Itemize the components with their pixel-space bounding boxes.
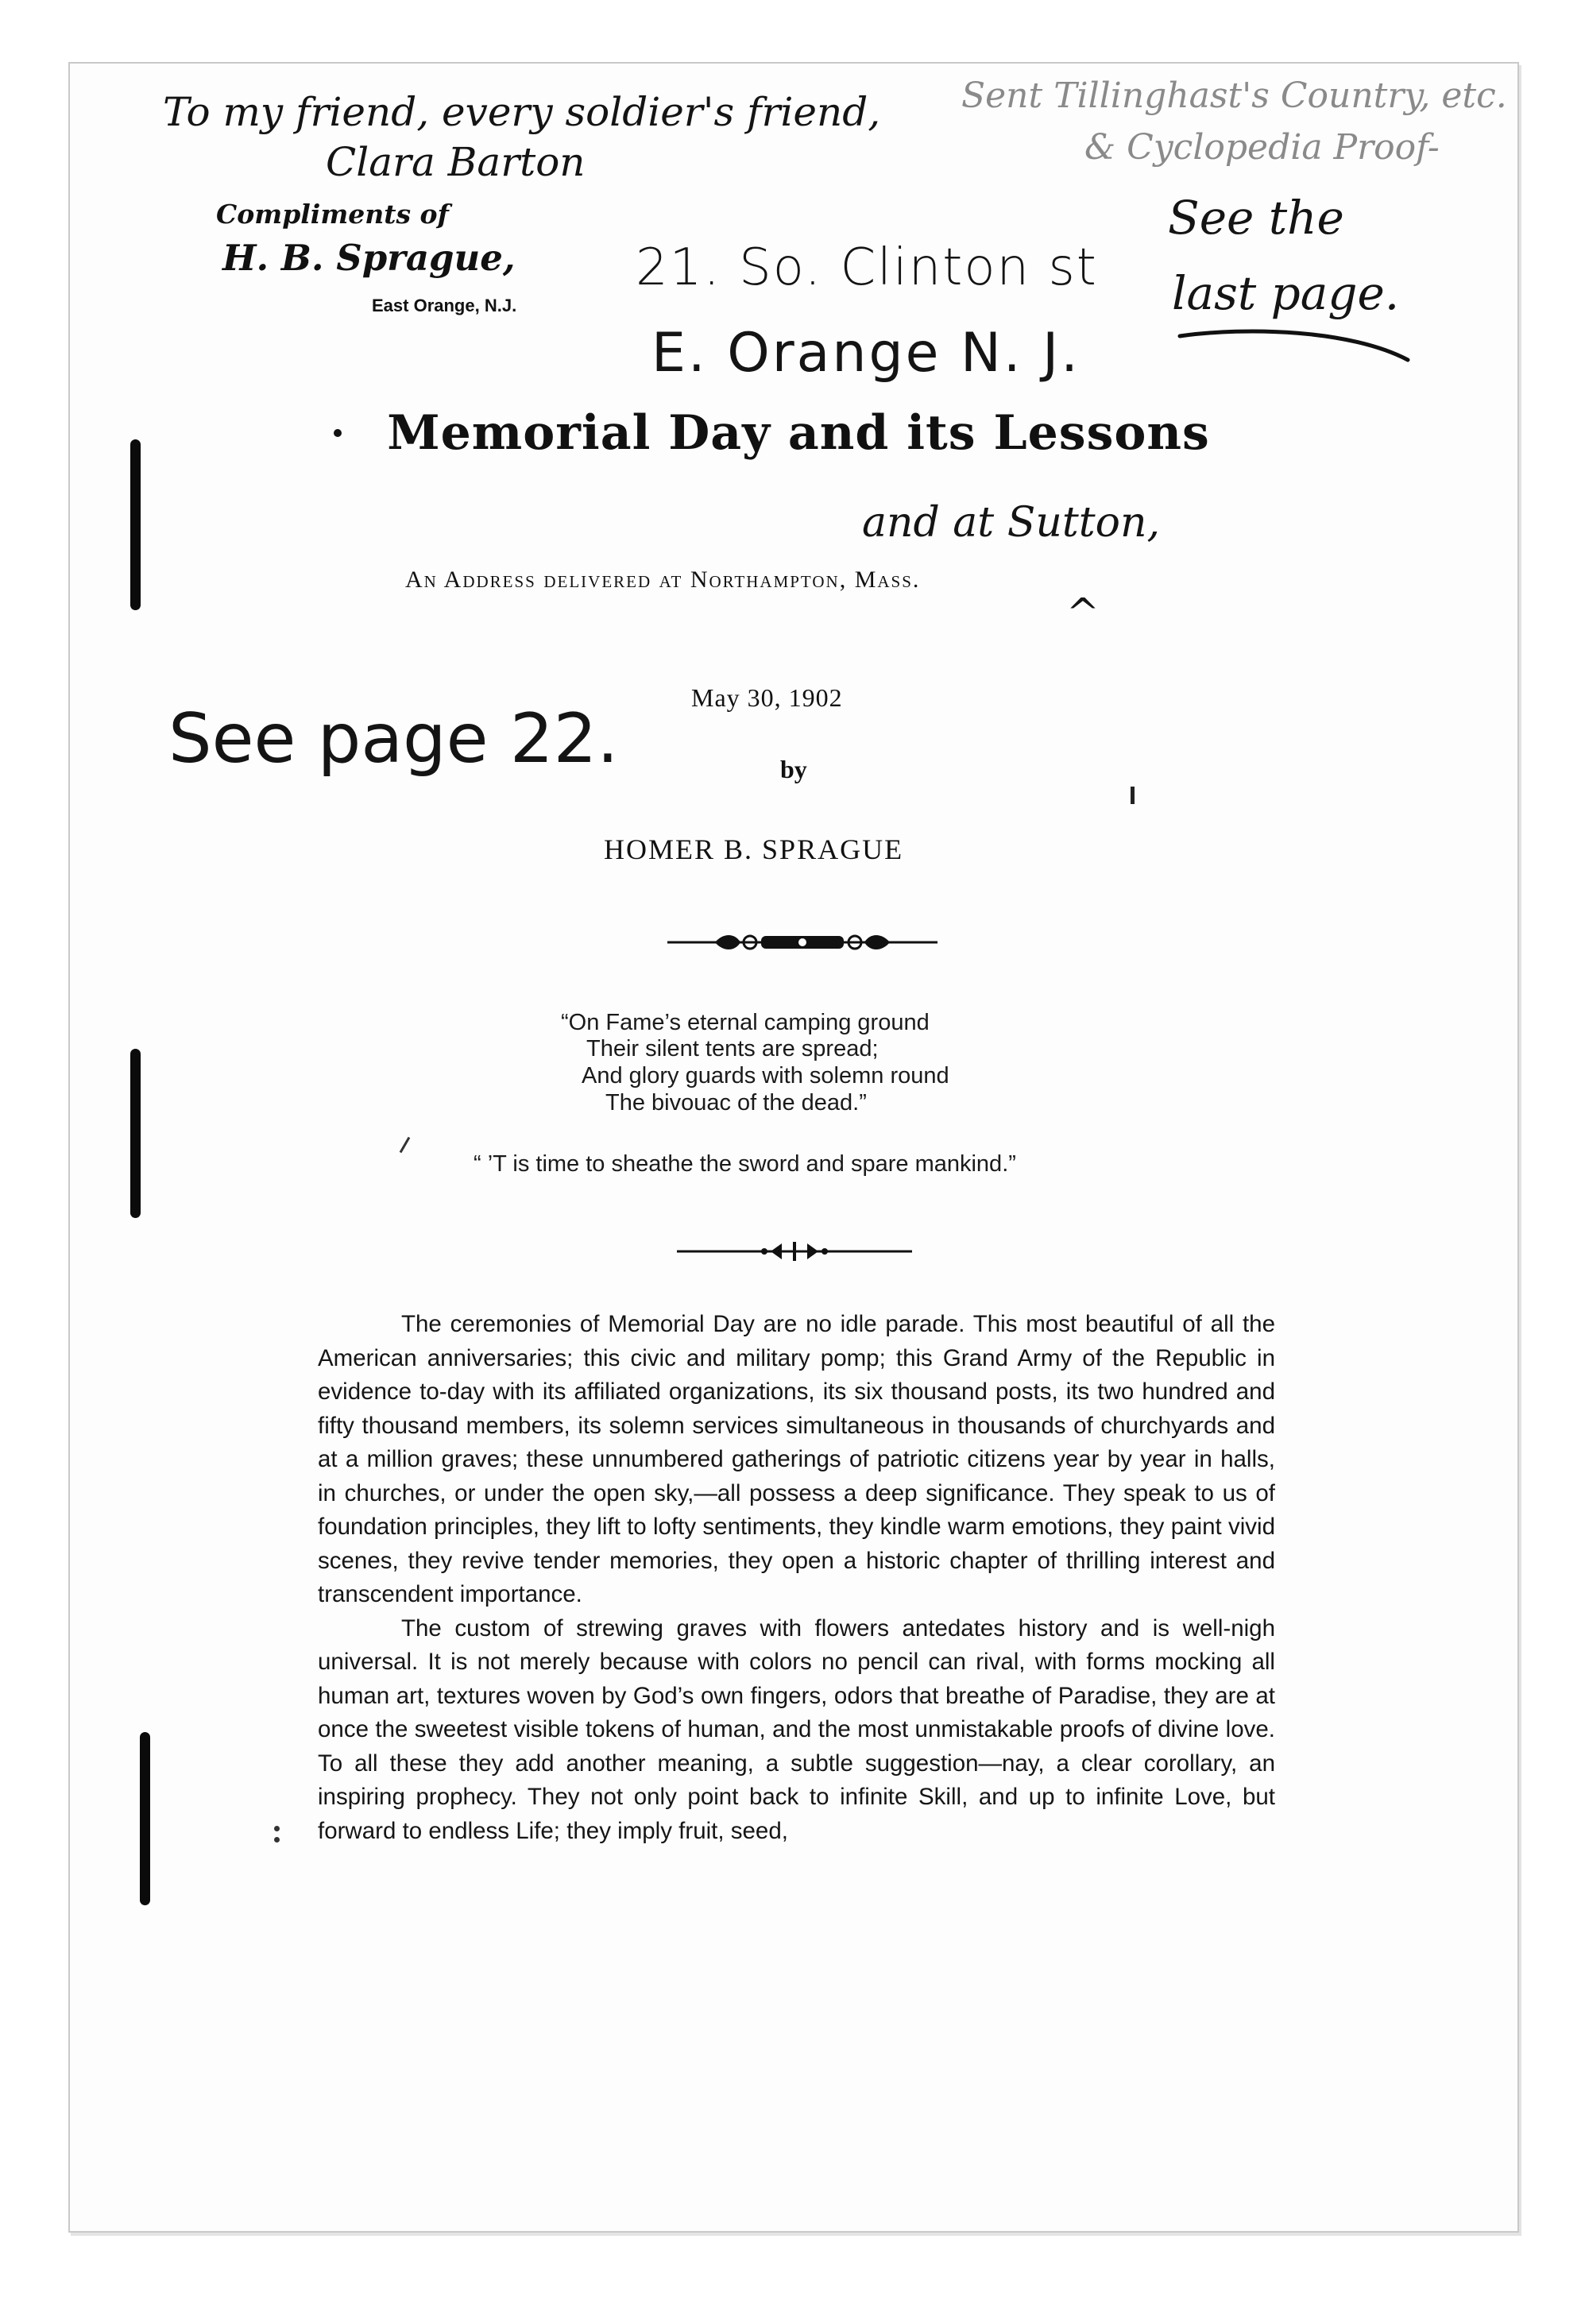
stray-dot (274, 1826, 280, 1831)
title-dot (334, 429, 342, 437)
body-paragraph-2: The custom of strewing graves with flowers antedates history and is well-nigh universal. It is not merely because with colors no pencil can rival, with forms mocking all human art, textures woven by God’s own fingers, odors that breathe of Paradise, they are at once the sweetest visible tokens of human, and the most unmistakable proofs of divine love. To all these they add another meaning, a subtle suggestion—nay, a clear corollary, an inspiring prophecy. They not only point back to infinite Skill, and up to infinite Love, but forward to endless Life; they imply fruit, seed, (318, 1614, 1275, 1844)
by-label: by (780, 755, 807, 783)
ornamental-divider-bottom (677, 1239, 912, 1263)
handwritten-last-page: last page. (1172, 266, 1400, 320)
handwritten-address-line1: 21. So. Clinton st (636, 238, 1098, 297)
handwritten-underline (1176, 322, 1414, 369)
handwritten-see-page: See page 22. (168, 699, 619, 779)
handwritten-see-the: See the (1168, 191, 1344, 245)
epigraph-quote: “ ’T is time to sheathe the sword and spare mankind.” (474, 1151, 1016, 1177)
handwritten-address-line2: E. Orange N. J. (651, 322, 1081, 385)
handwritten-caret: ^ (1066, 590, 1100, 636)
address-date: May 30, 1902 (691, 683, 843, 712)
handwritten-dedication-signature: Clara Barton (326, 139, 586, 185)
poem-line-4: The bivouac of the dead.” (605, 1090, 867, 1116)
ornamental-divider-top (667, 928, 937, 957)
handwritten-insertion: and at Sutton, (862, 499, 1160, 547)
pencil-note-line1: Sent Tillinghast's Country, etc. (961, 75, 1507, 116)
stray-mark (1131, 787, 1135, 804)
document-title: Memorial Day and its Lessons (387, 405, 1210, 461)
poem-line-3: And glory guards with solemn round (582, 1063, 949, 1089)
document-subtitle: An Address delivered at Northampton, Mass. (405, 566, 921, 593)
poem-line-2: Their silent tents are spread; (586, 1036, 879, 1061)
author-name: HOMER B. SPRAGUE (604, 833, 904, 865)
pencil-note-line2: & Cyclopedia Proof- (1084, 127, 1440, 168)
handwritten-dedication-line1: To my friend, every soldier's friend, (163, 89, 881, 135)
binding-mark-top (130, 439, 141, 610)
compliments-stamp (216, 199, 558, 326)
stray-dot-2 (274, 1837, 280, 1843)
stamp-city: East Orange, N.J. (372, 296, 517, 315)
poem-line-1: “On Fame’s eternal camping ground (561, 1010, 930, 1035)
binding-mark-middle (130, 1049, 141, 1218)
stamp-compliments: Compliments of (216, 199, 449, 230)
document-page (68, 62, 1519, 2233)
stamp-name: H. B. Sprague, (222, 237, 516, 279)
body-text (318, 1308, 1275, 1848)
body-paragraph-1: The ceremonies of Memorial Day are no idle parade. This most beautiful of all the American anniversaries; this civic and military pomp; this Grand Army of the Republic in evidence to-day with its affiliated organizations, its six thousand posts, its two hundred and fifty thousand members, its solemn services simultaneous in thousands of churchyards and at a million graves; these unnumbered gatherings of patriotic citizens year by year in halls, in churches, or under the open sky,—all possess a deep significance. They speak to us of foundation principles, they lift to lofty sentiments, they kindle warm emotions, they paint vivid scenes, they revive tender memories, they open a historic chapter of thrilling interest and transcendent importance. (318, 1311, 1275, 1607)
binding-mark-bottom (140, 1732, 150, 1905)
